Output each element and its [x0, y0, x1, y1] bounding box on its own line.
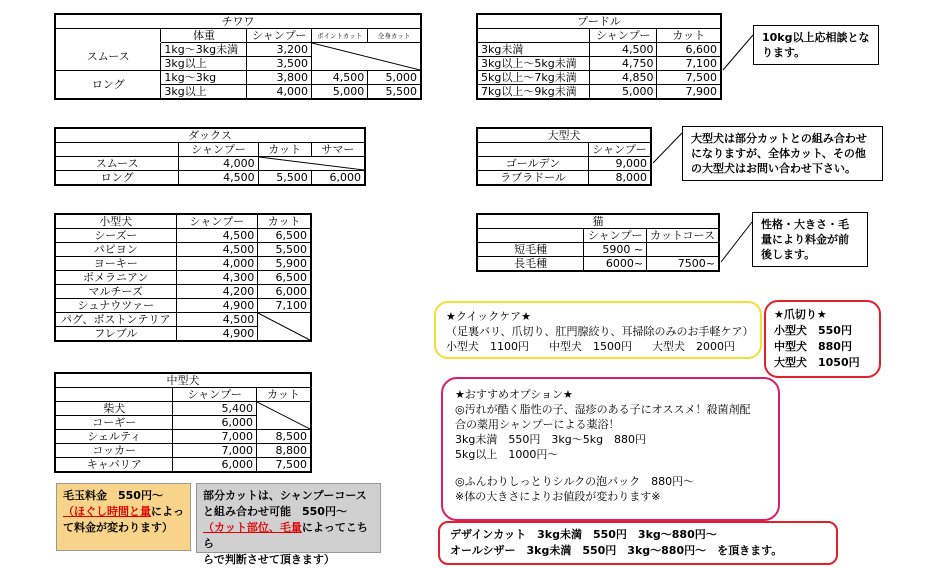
- table-cell: 7,100: [258, 299, 311, 313]
- partial-line: 部分カットは、シャンプーコース: [203, 489, 367, 502]
- table-cell: 4,500: [179, 171, 258, 186]
- table-cell: 4,500: [176, 229, 258, 243]
- tangle-line: て料金が変わります）: [63, 521, 173, 534]
- table-cell: ポメラニアン: [55, 271, 176, 285]
- small-shampoo-header: シャンプー: [176, 214, 258, 229]
- table-cell: パピヨン: [55, 243, 176, 257]
- chihuahua-point-header: ポイントカット: [311, 29, 367, 43]
- table-cell: 6,000: [173, 458, 257, 473]
- table-cell: 5,500: [368, 85, 421, 100]
- nail-large: 大型犬 1050円: [774, 356, 860, 369]
- table-cell: 5kg以上～7kg未満: [477, 71, 589, 85]
- small-dog-price-table: [54, 213, 312, 342]
- recommended-options-box: [441, 377, 780, 521]
- partial-red-text: （カット部位、毛量: [203, 521, 302, 534]
- table-cell: 7,000: [173, 444, 257, 458]
- table-cell: 長毛種: [477, 257, 584, 272]
- cat-note: 性格・大きさ・毛量により料金が前後します。: [752, 212, 868, 267]
- table-cell: コッカー: [55, 444, 173, 458]
- cat-shampoo-header: シャンプー: [584, 229, 647, 243]
- table-cell: マルチーズ: [55, 285, 176, 299]
- table-cell: 4,000: [247, 85, 311, 100]
- chihuahua-smooth-label: スムース: [55, 43, 161, 71]
- table-cell: 8,800: [257, 444, 312, 458]
- table-cell: 7,000: [173, 430, 257, 444]
- table-cell: コーギー: [55, 416, 173, 430]
- quick-care-small: 小型犬 1100円: [446, 340, 529, 353]
- large-dog-note: 大型犬は部分カットとの組み合わせになりますが、全体カット、その他の大型犬はお問い合わせ下さい。: [682, 126, 883, 181]
- table-cell: 4,900: [176, 299, 258, 313]
- empty-diagonal-cell: [311, 43, 421, 71]
- large-dog-price-table: [476, 127, 652, 186]
- table-cell: 4,000: [176, 257, 258, 271]
- nail-small: 小型犬 550円: [774, 324, 852, 337]
- table-cell: 柴犬: [55, 402, 173, 416]
- table-cell: 7,100: [657, 57, 721, 71]
- quick-care-large: 大型犬 2000円: [652, 340, 735, 353]
- quick-care-box: [434, 301, 762, 359]
- medium-dog-price-table: [54, 372, 312, 473]
- table-cell: ロング: [55, 171, 179, 186]
- table-cell: 6,000: [258, 285, 311, 299]
- poodle-note: 10kg以上応相談となります。: [753, 25, 879, 65]
- table-cell: パグ、ボストンテリア: [55, 313, 176, 327]
- table-cell: 5,000: [589, 85, 657, 100]
- table-cell: 7,500: [657, 71, 721, 85]
- dachshund-summer-header: サマー: [311, 143, 365, 157]
- quick-care-description: （足裏バリ、爪切り、肛門腺絞り、耳掃除のみのお手軽ケア）: [446, 325, 754, 338]
- table-cell: 5,900: [258, 257, 311, 271]
- options-line: 合の薬用シャンプーによる薬浴！: [455, 418, 620, 431]
- dachshund-price-table: [54, 127, 366, 186]
- small-title: 小型犬: [55, 214, 176, 229]
- nail-medium: 中型犬 880円: [774, 340, 852, 353]
- table-cell: 5,000: [311, 85, 367, 100]
- small-cut-header: カット: [258, 214, 311, 229]
- table-cell: 6,500: [258, 229, 311, 243]
- dachshund-title: ダックス: [55, 128, 365, 143]
- medium-shampoo-header: シャンプー: [173, 388, 257, 402]
- table-cell: 3kg未満: [477, 43, 589, 57]
- table-cell: 1kg～3kg未満: [161, 43, 247, 57]
- partial-cut-box: [196, 483, 381, 566]
- table-cell: [647, 243, 719, 257]
- cat-title: 猫: [477, 214, 719, 229]
- tangle-line: （ほぐし時間と量によっ: [63, 505, 184, 518]
- table-cell: 4,500: [176, 243, 258, 257]
- poodle-title: プードル: [477, 14, 721, 29]
- table-cell: 7,500: [257, 458, 312, 473]
- table-cell: 5,500: [258, 243, 311, 257]
- options-title: ★おすすめオプション★: [455, 388, 573, 401]
- cat-cut-header: カットコース: [647, 229, 719, 243]
- table-cell: 6,000: [173, 416, 257, 430]
- table-cell: 4,900: [176, 327, 258, 342]
- table-cell: 8,000: [589, 171, 652, 186]
- table-cell: 5900 ~: [584, 243, 647, 257]
- table-cell: 6000~: [584, 257, 647, 272]
- table-cell: ゴールデン: [477, 157, 589, 171]
- chihuahua-long-label: ロング: [55, 71, 161, 100]
- options-line: 3kg未満 550円 3kg～5kg 880円: [455, 433, 647, 446]
- cat-price-table: [476, 213, 720, 272]
- table-cell: 3,200: [247, 43, 311, 57]
- table-cell: 4,750: [589, 57, 657, 71]
- options-line: ◎汚れが酷く脂性の子、湿疹のある子にオススメ！殺菌剤配: [455, 403, 751, 416]
- partial-line: （カット部位、毛量によってこちら: [203, 521, 368, 550]
- table-cell: スムース: [55, 157, 179, 171]
- poodle-price-table: [476, 13, 722, 100]
- table-cell: 1kg～3kg: [161, 71, 247, 85]
- table-cell: キャバリア: [55, 458, 173, 473]
- options-line: ※体の大きさによりお値段が変わります※: [455, 490, 661, 503]
- table-cell: シェルティ: [55, 430, 173, 444]
- quick-care-title: ★クイックケア★: [446, 310, 531, 323]
- poodle-cut-header: カット: [657, 29, 721, 43]
- chihuahua-title: チワワ: [55, 14, 421, 29]
- table-cell: 5,500: [258, 171, 311, 186]
- medium-cut-header: カット: [257, 388, 312, 402]
- table-cell: シーズー: [55, 229, 176, 243]
- quick-care-medium: 中型犬 1500円: [549, 340, 632, 353]
- table-cell: ラブラドール: [477, 171, 589, 186]
- design-cut-box: [438, 521, 838, 565]
- large-shampoo-header: シャンプー: [589, 143, 652, 157]
- table-cell: 7500~: [647, 257, 719, 272]
- table-cell: 8,500: [257, 430, 312, 444]
- table-cell: 6,500: [258, 271, 311, 285]
- table-cell: 4,850: [589, 71, 657, 85]
- options-line: ◎ふんわりしっとりシルクの泡パック 880円～: [455, 475, 695, 488]
- nail-clip-box: [764, 300, 881, 378]
- table-cell: 4,500: [176, 313, 258, 327]
- empty-diagonal-cell: [258, 313, 311, 342]
- table-cell: フレブル: [55, 327, 176, 342]
- table-cell: 4,500: [589, 43, 657, 57]
- table-cell: 3,800: [247, 71, 311, 85]
- table-cell: ヨーキー: [55, 257, 176, 271]
- table-cell: 4,200: [176, 285, 258, 299]
- partial-line: と組み合わせ可能 550円～: [203, 505, 347, 518]
- chihuahua-full-header: 全身カット: [368, 29, 421, 43]
- nail-title: ★爪切り★: [774, 308, 827, 321]
- quick-care-prices: [446, 339, 750, 354]
- table-cell: 7kg以上～9kg未満: [477, 85, 589, 100]
- table-cell: 5,000: [368, 71, 421, 85]
- table-cell: 3kg以上～5kg未満: [477, 57, 589, 71]
- tangle-red-text: （ほぐし時間と量: [63, 505, 151, 518]
- chihuahua-shampoo-header: シャンプー: [247, 29, 311, 43]
- table-cell: 7,900: [657, 85, 721, 100]
- tangle-fee-box: [56, 483, 191, 551]
- table-cell: 4,300: [176, 271, 258, 285]
- all-scissor-line: オールシザー 3kg未満 550円 3kg～880円～ を頂きます。: [450, 544, 783, 557]
- partial-line: らで判断させて頂きます）: [203, 553, 335, 566]
- table-cell: シュナウツァー: [55, 299, 176, 313]
- table-cell: 4,500: [311, 71, 367, 85]
- dachshund-cut-header: カット: [258, 143, 311, 157]
- table-cell: 3kg以上: [161, 57, 247, 71]
- empty-diagonal-cell: [258, 157, 365, 171]
- empty-diagonal-cell: [257, 402, 312, 430]
- table-cell: 6,000: [311, 171, 365, 186]
- table-cell: 3kg以上: [161, 85, 247, 100]
- poodle-shampoo-header: シャンプー: [589, 29, 657, 43]
- table-cell: 5,400: [173, 402, 257, 416]
- dachshund-shampoo-header: シャンプー: [179, 143, 258, 157]
- table-cell: 4,000: [179, 157, 258, 171]
- chihuahua-price-table: [54, 13, 422, 100]
- options-line: 5kg以上 1000円～: [455, 448, 559, 461]
- chihuahua-weight-header: 体重: [161, 29, 247, 43]
- design-cut-line: デザインカット 3kg未満 550円 3kg～880円～: [450, 528, 717, 541]
- tangle-line: 毛玉料金 550円～: [63, 489, 163, 502]
- table-cell: 短毛種: [477, 243, 584, 257]
- table-cell: 6,600: [657, 43, 721, 57]
- table-cell: 3,500: [247, 57, 311, 71]
- large-title: 大型犬: [477, 128, 651, 143]
- table-cell: 9,000: [589, 157, 652, 171]
- medium-title: 中型犬: [55, 373, 311, 388]
